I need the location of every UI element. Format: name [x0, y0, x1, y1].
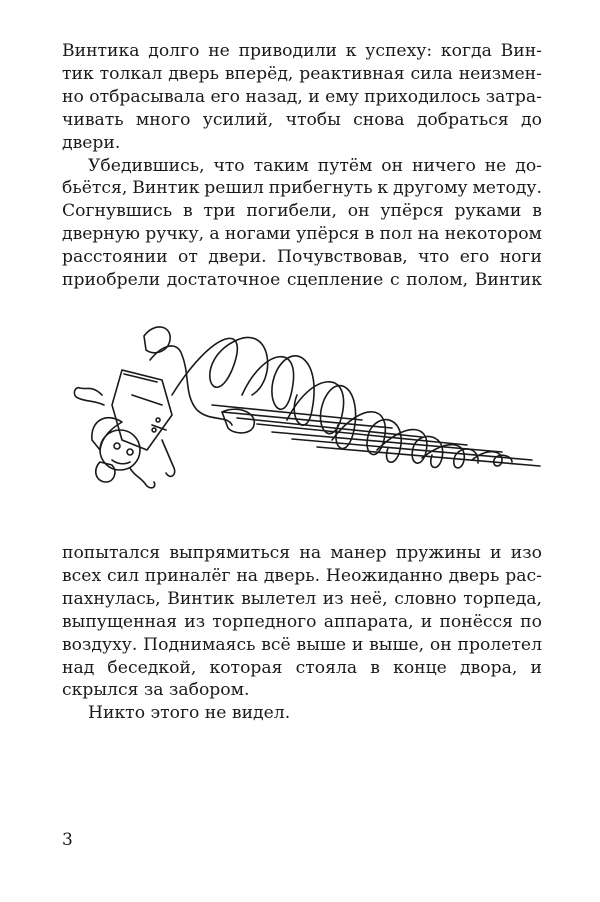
text-line: тик толкал дверь вперёд, реактивная сила неизмен- [62, 63, 542, 84]
figure-eye [114, 443, 120, 449]
figure-boot [144, 327, 170, 353]
figure-arm [74, 388, 104, 405]
vintik-flying-figure-icon [62, 300, 542, 510]
figure-button [156, 418, 160, 422]
text-line: бьётся, Винтик решил прибегнуть к другому методу. [62, 178, 542, 199]
text-block-top [62, 40, 542, 292]
page-number: 3 [62, 830, 73, 850]
text-line: Убедившись, что таким путём он ничего не до- [88, 155, 542, 176]
text-line: дверную ручку, а ногами упёрся в пол на некотором [62, 224, 542, 245]
figure-arm [162, 440, 175, 476]
text-line: воздуху. Поднимаясь всё выше и выше, он пролетел [62, 634, 542, 655]
figure-button [152, 428, 156, 432]
text-line: но отбрасывала его назад, и ему приходилось затра- [62, 86, 542, 107]
text-line: выпущенная из торпедного аппарата, и понёсся по [62, 611, 542, 632]
motion-spiral [172, 337, 268, 395]
text-line: всех сил приналёг на дверь. Неожиданно дверь рас- [62, 565, 542, 586]
text-line: приобрели достаточное сцепление с полом, Винтик [62, 270, 542, 291]
speed-line [257, 424, 467, 445]
text-line: чивать много усилий, чтобы снова добраться до [62, 109, 542, 130]
text-line: Винтика долго не приводили к успеху: когда Вин- [62, 41, 542, 61]
text-line: Согнувшись в три погибели, он упёрся руками в [62, 201, 542, 222]
figure-leg [150, 346, 232, 425]
text-line: скрылся за забором. [62, 680, 250, 701]
figure-goggles [96, 462, 115, 482]
figure-jacket [112, 370, 172, 450]
text-line: попытался выпрямиться на манер пружины и изо [62, 543, 542, 563]
text-line: Никто этого не видел. [88, 703, 291, 724]
text-line: расстоянии от двери. Почувствовав, что его ноги [62, 247, 542, 268]
text-line: пахнулась, Винтик вылетел из неё, словно торпеда, [62, 588, 542, 609]
text-line: двери. [62, 132, 121, 153]
figure-eye [127, 449, 133, 455]
figure-hair [130, 468, 155, 488]
text-line: над беседкой, которая стояла в конце двора, и [62, 657, 542, 678]
text-block-bottom [62, 542, 542, 725]
figure-mouth [112, 460, 130, 464]
